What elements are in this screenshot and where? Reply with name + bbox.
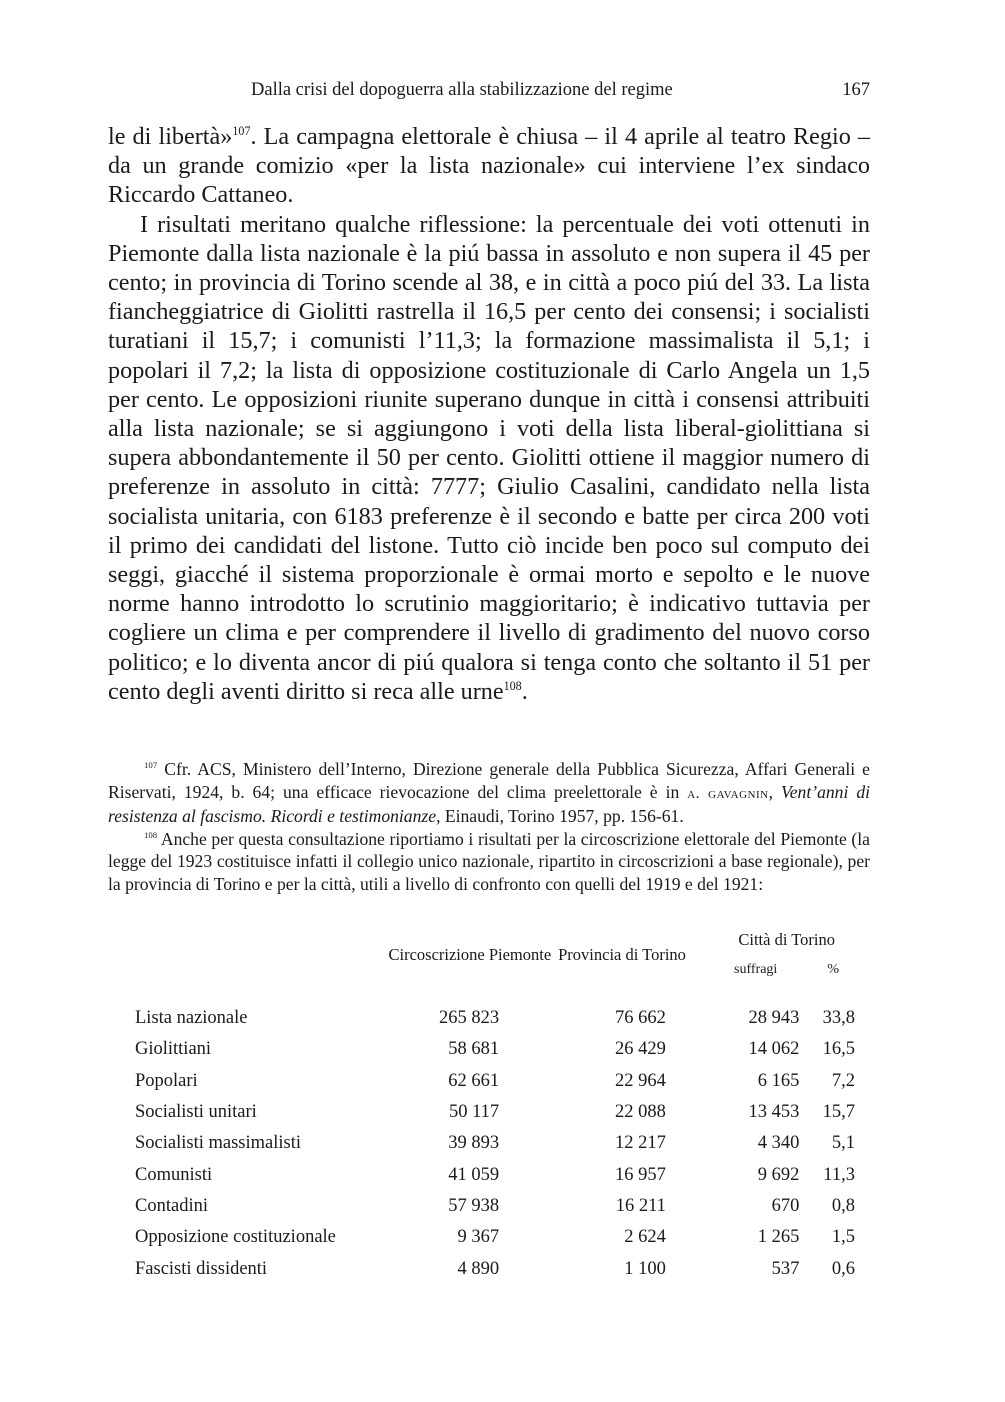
row-percent: 0,8 bbox=[831, 1195, 855, 1216]
row-label: Giolittiani bbox=[135, 1039, 212, 1060]
table-row bbox=[135, 1222, 855, 1253]
footnote-107: $^{107}$ Cfr. ACS, Ministero dell’Interno, Direzione generale della Pubblica Sicurezza, Affari Generali e Riservati, 1924, b. 64; una efficace rievocazione del clima preelettorale è in a. gavagnin, Vent’anni di resistenza al fascismo. Ricordi e testimonianze, Einaudi, Torino 1957, pp. 156-61. bbox=[108, 759, 871, 827]
footnote-107-author: a. gavagnin bbox=[687, 784, 769, 802]
row-suffragi: 537 bbox=[771, 1258, 800, 1279]
header-blank bbox=[135, 925, 336, 955]
body-text bbox=[108, 122, 870, 706]
footnote-ref-108[interactable]: 108 bbox=[503, 678, 522, 693]
row-label: Popolari bbox=[135, 1070, 198, 1091]
row-provincia: 22 088 bbox=[615, 1102, 666, 1123]
row-percent: 5,1 bbox=[831, 1133, 855, 1154]
row-label: Socialisti unitari bbox=[135, 1102, 257, 1123]
header-suffragi: suffragi bbox=[734, 962, 778, 977]
row-provincia: 76 662 bbox=[615, 1008, 666, 1029]
row-suffragi: 14 062 bbox=[748, 1039, 800, 1060]
table-body bbox=[135, 1003, 855, 1285]
row-provincia: 16 211 bbox=[615, 1195, 666, 1216]
row-provincia: 16 957 bbox=[615, 1164, 666, 1185]
footnote-107-text-b: , Einaudi, Torino 1957, pp. 156-61. bbox=[436, 806, 684, 827]
header-percent: % bbox=[827, 962, 839, 977]
table-row bbox=[135, 1159, 855, 1190]
row-piemonte: 9 367 bbox=[457, 1227, 500, 1248]
row-label: Comunisti bbox=[135, 1164, 213, 1185]
header-citta: Città di Torino bbox=[738, 930, 835, 949]
row-suffragi: 1 265 bbox=[757, 1227, 800, 1248]
p1-text-a: le di libertà» bbox=[108, 123, 233, 150]
table-row bbox=[135, 1066, 855, 1097]
row-provincia: 26 429 bbox=[615, 1039, 666, 1060]
row-percent: 16,5 bbox=[822, 1039, 855, 1060]
row-label: Lista nazionale bbox=[135, 1008, 248, 1029]
footnote-108-text: Anche per questa consultazione riportiamo i risultati per la circoscrizione elettorale del Piemonte (la legge del 1923 costituisce infatti il collegio unico nazionale, ripartito in circoscrizioni a base regionale), per la provincia di Torino e per la città, utili a livello di confronto con quelli del 1919 e del 1921: bbox=[108, 828, 870, 894]
footnote-ref-107[interactable]: 107 bbox=[232, 123, 251, 138]
row-piemonte: 39 893 bbox=[448, 1133, 500, 1154]
row-label: Socialisti massimalisti bbox=[135, 1133, 301, 1154]
p2-text-b: . bbox=[521, 677, 528, 705]
results-table bbox=[135, 925, 855, 1285]
footnote-108 bbox=[108, 828, 870, 896]
row-piemonte: 57 938 bbox=[448, 1195, 500, 1216]
page-number: 167 bbox=[842, 80, 870, 100]
footnote-107-number: 107 bbox=[144, 760, 158, 771]
header-circoscrizione: Circoscrizione Piemonte bbox=[388, 945, 552, 964]
row-label: Fascisti dissidenti bbox=[135, 1258, 268, 1279]
p1-text-b: . La campagna elettorale è chiusa – il 4 aprile al teatro Regio – da un grande comizio «per la lista nazionale» cui interviene l’ex sindaco Riccardo Cattaneo. bbox=[108, 123, 870, 209]
header-blank-2 bbox=[135, 955, 336, 985]
row-suffragi: 670 bbox=[771, 1195, 800, 1216]
p2-text-a: I risultati meritano qualche riflessione: la percentuale dei voti ottenuti in Piemonte dalla lista nazionale è la piú bassa in assoluto e non supera il 45 per cento; in provincia di Torino scende al 38, e in città a poco piú del 33. La lista fiancheggiatrice di Giolitti rastrella il 16,5 per cento dei consensi; i socialisti turatiani il 15,7; i comunisti l’11,3; la formazione massimalista il 5,1; i popolari il 7,2; la lista di opposizione costituzionale di Carlo Angela un 1,5 per cento. Le opposizioni riunite superano dunque in città i consensi attribuiti alla lista nazionale; se si aggiungono i voti della lista liberal-giolittiana si supera abbondantemente il 50 per cento. Giolitti ottiene il maggior numero di preferenze in assoluto in città: 7777; Giulio Casalini, candidato nella lista socialista unitaria, con 6183 preferenze è il secondo e batte per circa 200 voti il primo dei candidati del listone. Tutto ciò incide ben poco sul computo dei seggi, giacché il sistema proporzionale è ormai morto e sepolto e le nuove norme hanno introdotto lo scrutinio maggioritario; è indicativo tuttavia per cogliere un clima e per comprendere il livello di gradimento del nuovo corso politico; e lo diventa ancor di piú qualora si tenga conto che soltanto il 51 per cento degli aventi diritto si reca alle urne bbox=[108, 210, 870, 705]
header-spacer bbox=[135, 985, 855, 1003]
row-percent: 0,6 bbox=[831, 1258, 855, 1279]
table-row bbox=[135, 1253, 855, 1284]
row-percent: 1,5 bbox=[831, 1227, 855, 1248]
row-piemonte: 50 117 bbox=[448, 1102, 500, 1123]
table-row bbox=[135, 1034, 855, 1065]
row-percent: 7,2 bbox=[831, 1070, 855, 1091]
footnotes bbox=[108, 758, 870, 896]
row-label: Contadini bbox=[135, 1195, 208, 1216]
table-row bbox=[135, 1097, 855, 1128]
row-provincia: 1 100 bbox=[624, 1258, 666, 1279]
row-suffragi: 4 340 bbox=[757, 1133, 800, 1154]
row-piemonte: 265 823 bbox=[439, 1008, 500, 1029]
paragraph-2 bbox=[108, 210, 870, 706]
footnote-108-number: 108 bbox=[144, 829, 158, 840]
row-percent: 11,3 bbox=[823, 1164, 855, 1185]
table-row bbox=[135, 1191, 855, 1222]
row-label: Opposizione costituzionale bbox=[135, 1227, 336, 1248]
row-percent: 15,7 bbox=[822, 1102, 855, 1123]
row-piemonte: 41 059 bbox=[448, 1164, 500, 1185]
row-piemonte: 4 890 bbox=[457, 1258, 500, 1279]
table-row bbox=[135, 1128, 855, 1159]
row-piemonte: 58 681 bbox=[448, 1039, 500, 1060]
header-provincia: Provincia di Torino bbox=[558, 945, 686, 964]
row-provincia: 12 217 bbox=[615, 1133, 666, 1154]
paragraph-1 bbox=[108, 122, 870, 210]
row-suffragi: 9 692 bbox=[757, 1164, 800, 1185]
table-row bbox=[135, 1003, 855, 1034]
footnote-107-title: Vent’anni di resistenza al fascismo. Ricordi e testimonianze bbox=[108, 781, 871, 827]
row-provincia: 2 624 bbox=[624, 1227, 666, 1248]
footnote-107-text-a: Cfr. ACS, Ministero dell’Interno, Direzione generale della Pubblica Sicurezza, Affari Generali e Riservati, 1924, b. 64; una efficace rievocazione del clima preelettorale è in bbox=[108, 759, 870, 802]
row-provincia: 22 964 bbox=[615, 1070, 666, 1091]
running-title: Dalla crisi del dopoguerra alla stabilizzazione del regime bbox=[251, 80, 673, 100]
row-piemonte: 62 661 bbox=[448, 1070, 500, 1091]
row-suffragi: 13 453 bbox=[748, 1102, 800, 1123]
row-percent: 33,8 bbox=[822, 1008, 855, 1029]
row-suffragi: 6 165 bbox=[757, 1070, 800, 1091]
row-suffragi: 28 943 bbox=[748, 1008, 800, 1029]
running-header bbox=[108, 80, 870, 106]
